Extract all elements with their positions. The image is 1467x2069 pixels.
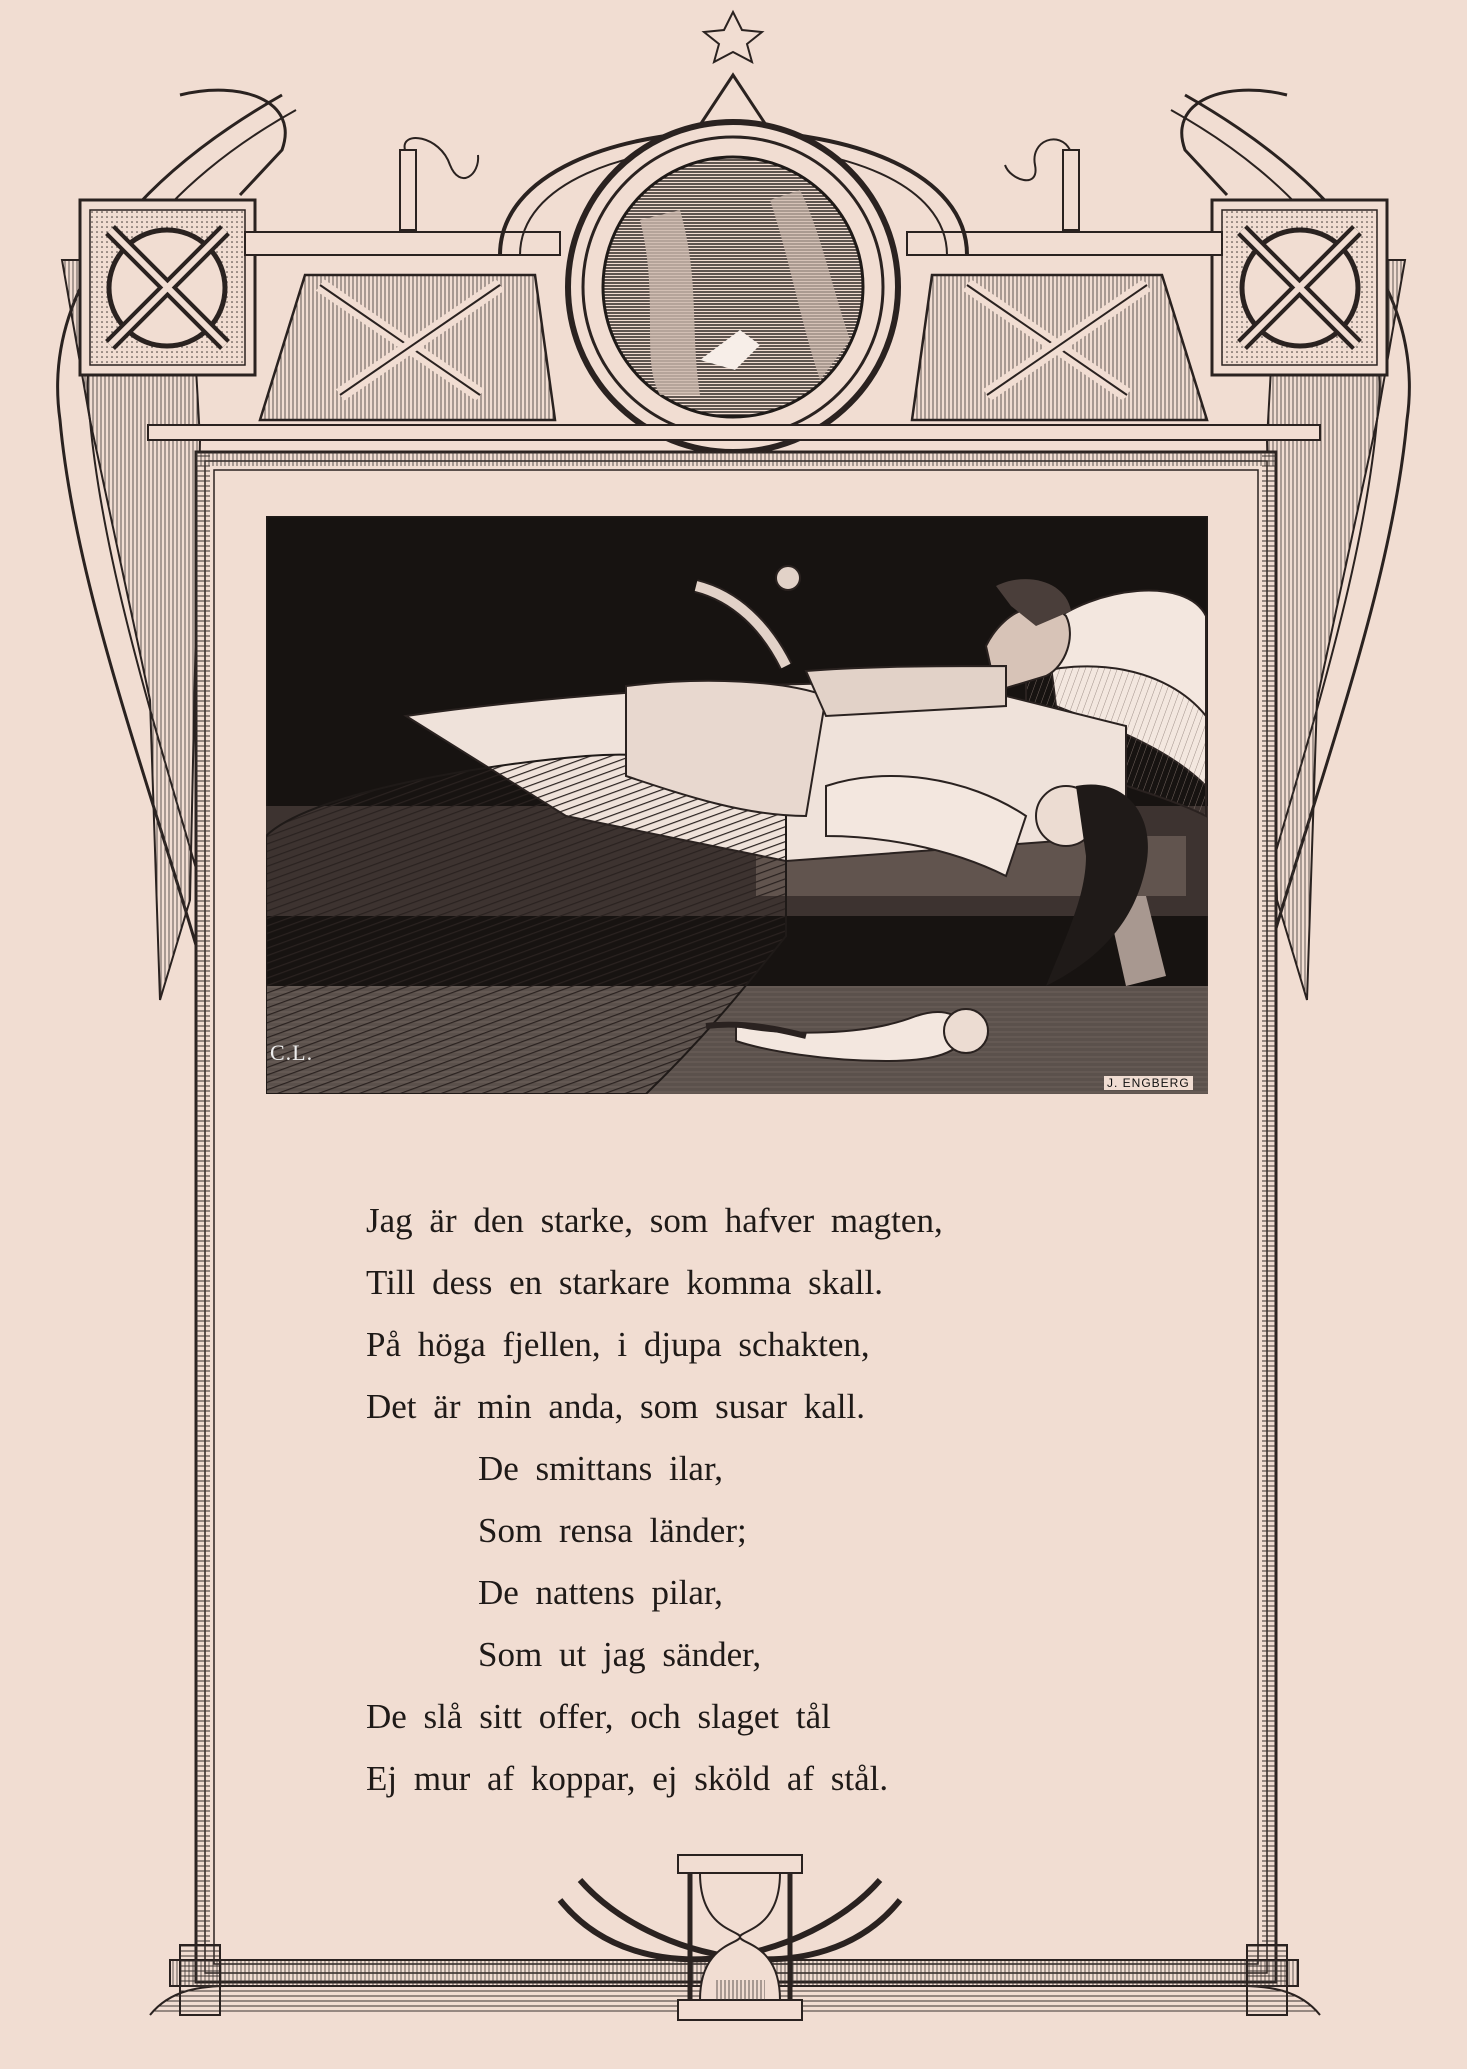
poem-line-4: Det är min anda, som susar kall. (366, 1387, 866, 1426)
central-medallion (568, 122, 898, 452)
poem-line-7: De nattens pilar, (478, 1573, 723, 1612)
poem-line-5: De smittans ilar, (478, 1449, 723, 1488)
poem-line-1: Jag är den starke, som hafver magten, (366, 1201, 943, 1240)
poem-text (366, 1190, 1146, 1810)
poem-line-9: De slå sitt offer, och slaget tål (366, 1697, 831, 1736)
poem-line-6: Som rensa länder; (478, 1511, 747, 1550)
engraver-signature: J. ENGBERG (1104, 1076, 1193, 1090)
poem-line-2: Till dess en starkare komma skall. (366, 1263, 883, 1302)
engraving-illustration (266, 516, 1208, 1094)
poem-line-8: Som ut jag sänder, (478, 1635, 762, 1674)
poem-line-3: På höga fjellen, i djupa schakten, (366, 1325, 870, 1364)
artist-signature-left: C.L. (270, 1040, 314, 1065)
left-torch-panel (260, 138, 555, 420)
poem-line-10: Ej mur af koppar, ej sköld af stål. (366, 1759, 889, 1798)
right-torch-panel (912, 139, 1207, 420)
